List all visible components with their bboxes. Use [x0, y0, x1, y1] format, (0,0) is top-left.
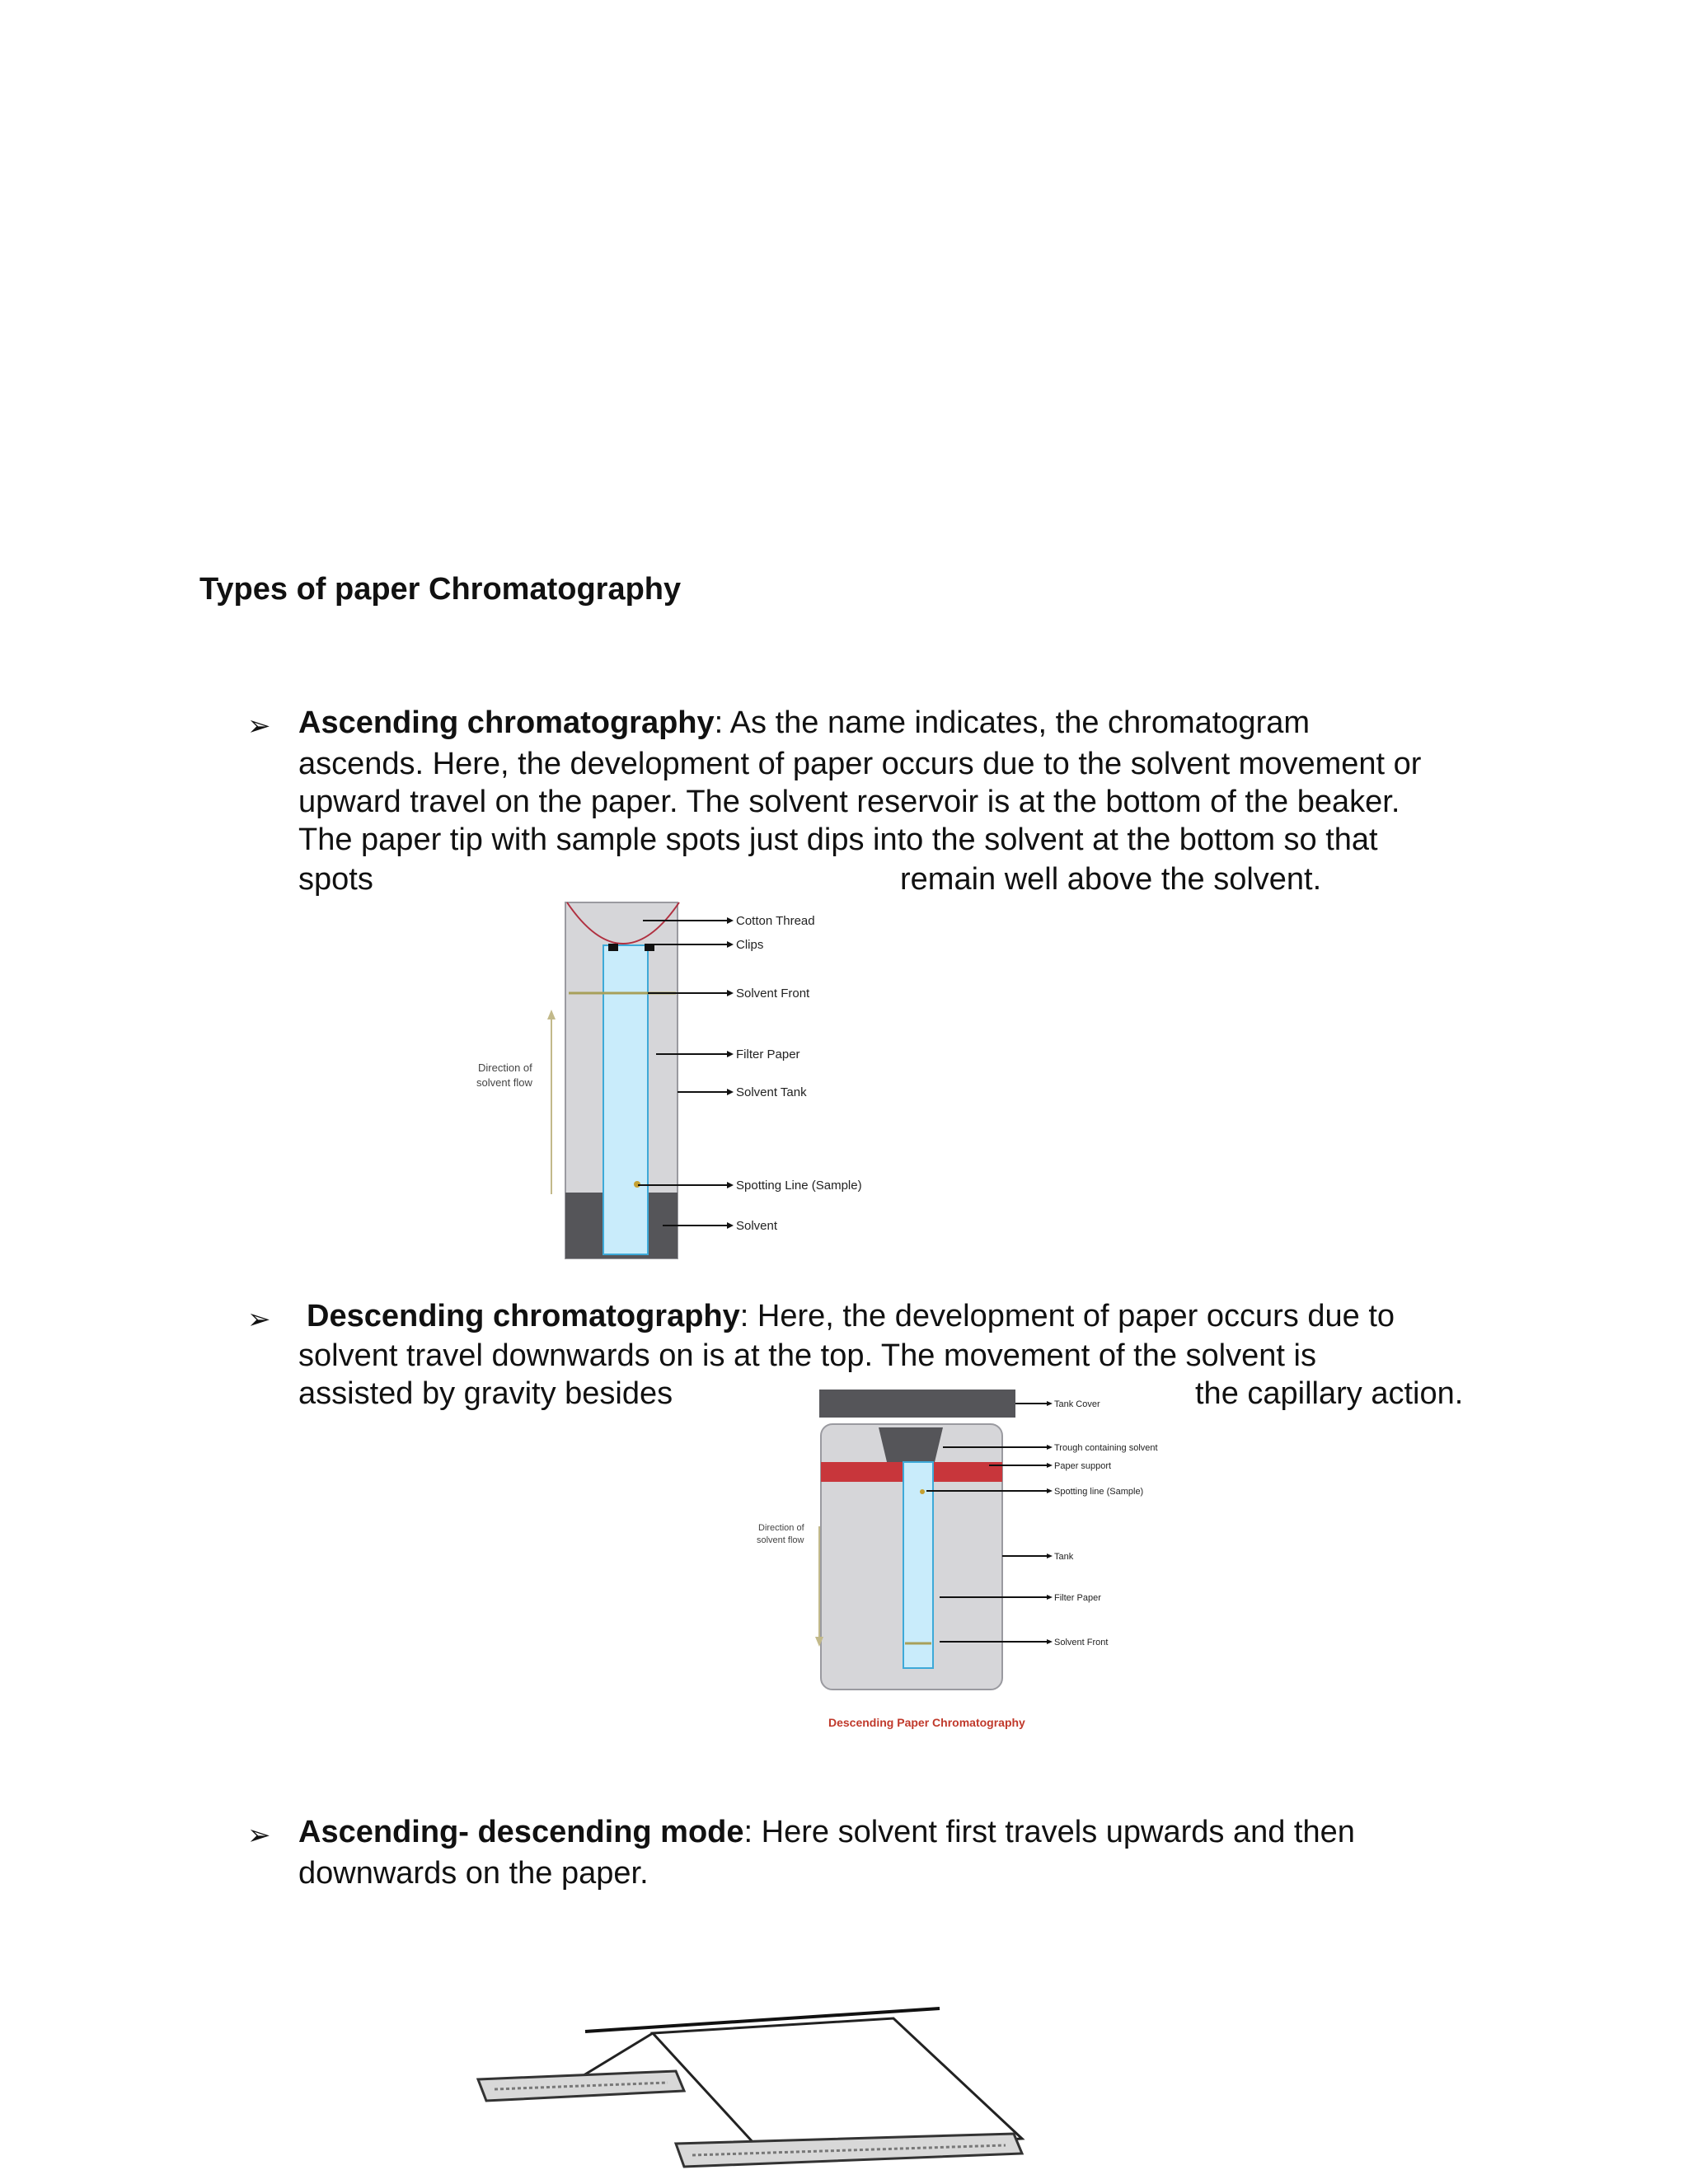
- label-tank-cover: Tank Cover: [1054, 1399, 1100, 1409]
- label-solvent-tank: Solvent Tank: [736, 1085, 807, 1099]
- arrowhead: [1047, 1595, 1053, 1600]
- label-tank: Tank: [1054, 1552, 1074, 1562]
- label-trough: Trough containing solvent: [1054, 1443, 1158, 1453]
- direction-label-2: solvent flow: [476, 1076, 532, 1089]
- label-filter-paper: Filter Paper: [736, 1047, 800, 1062]
- arrowhead: [1047, 1554, 1053, 1558]
- asc-desc-line-2: downwards on the paper.: [298, 1856, 649, 1891]
- direction-label-2: solvent flow: [757, 1535, 804, 1545]
- descending-line-1: Descending chromatography: Here, the development of paper occurs due to: [307, 1299, 1395, 1333]
- sample-spot: [920, 1489, 925, 1494]
- arrowhead: [727, 941, 734, 948]
- solvent-trough: [879, 1427, 943, 1462]
- ascending-line-2: ascends. Here, the development of paper occurs due to the solvent movement or: [298, 747, 1422, 781]
- arrowhead: [727, 1182, 734, 1188]
- label-spotting-line: Spotting line (Sample): [1054, 1487, 1144, 1497]
- ascending-chromatography-figure: [462, 894, 890, 1265]
- filter-paper: [603, 945, 648, 1254]
- ascending-term: Ascending chromatography: [298, 705, 715, 740]
- label-spotting-line: Spotting Line (Sample): [736, 1179, 862, 1193]
- arrowhead: [1047, 1463, 1053, 1468]
- ascending-line-4: The paper tip with sample spots just dips into the solvent at the bottom so that: [298, 823, 1378, 857]
- bullet-arrow-icon: ➢: [247, 1820, 271, 1851]
- arrowhead: [727, 990, 734, 996]
- section-heading: Types of paper Chromatography: [199, 572, 682, 607]
- clip-left: [608, 944, 618, 951]
- bullet-arrow-icon: ➢: [247, 1304, 271, 1335]
- ascending-leader-arrowheads: [727, 917, 734, 1229]
- label-solvent: Solvent: [736, 1219, 778, 1233]
- descending-term: Descending chromatography: [307, 1299, 740, 1333]
- arrowhead: [1047, 1488, 1053, 1493]
- label-solvent-front: Solvent Front: [1054, 1638, 1109, 1647]
- arrowhead: [1047, 1639, 1053, 1644]
- direction-label-1: Direction of: [478, 1062, 532, 1074]
- ascending-line-5a: spots: [298, 862, 373, 897]
- arrowhead: [727, 1051, 734, 1057]
- descending-line-2: solvent travel downwards on is at the top. The movement of the solvent is: [298, 1338, 1316, 1373]
- descending-line-3b: the capillary action.: [1195, 1376, 1464, 1411]
- filter-paper: [903, 1462, 933, 1668]
- asc-desc-term: Ascending- descending mode: [298, 1815, 744, 1849]
- arrowhead: [727, 1222, 734, 1229]
- ascending-descending-figure: [462, 1990, 1055, 2184]
- ascending-line-5b: remain well above the solvent.: [900, 862, 1322, 897]
- arrowhead: [727, 1089, 734, 1095]
- descending-chromatography-figure: [742, 1385, 1187, 1747]
- label-paper-support: Paper support: [1054, 1461, 1112, 1471]
- label-solvent-front: Solvent Front: [736, 987, 810, 1001]
- descending-line-3a: assisted by gravity besides: [298, 1376, 673, 1411]
- paper-sheet: [653, 2018, 1022, 2154]
- tank-cover: [819, 1390, 1015, 1418]
- asc-desc-line-1: Ascending- descending mode: Here solvent first travels upwards and then: [298, 1815, 1355, 1849]
- label-clips: Clips: [736, 938, 764, 952]
- ascending-line-3: upward travel on the paper. The solvent reservoir is at the bottom of the beaker.: [298, 785, 1400, 819]
- direction-arrow-head: [547, 1010, 556, 1019]
- ascending-line-1: Ascending chromatography: As the name indicates, the chromatogram: [298, 705, 1311, 740]
- figure-caption: Descending Paper Chromatography: [828, 1716, 1025, 1729]
- arrowhead: [1047, 1445, 1053, 1450]
- arrowhead: [1047, 1401, 1053, 1406]
- descending-leader-arrowheads: [1047, 1401, 1053, 1644]
- arrowhead: [727, 917, 734, 924]
- label-cotton-thread: Cotton Thread: [736, 914, 815, 928]
- bullet-arrow-icon: ➢: [247, 710, 271, 742]
- label-filter-paper: Filter Paper: [1054, 1593, 1101, 1603]
- direction-label-1: Direction of: [758, 1523, 804, 1533]
